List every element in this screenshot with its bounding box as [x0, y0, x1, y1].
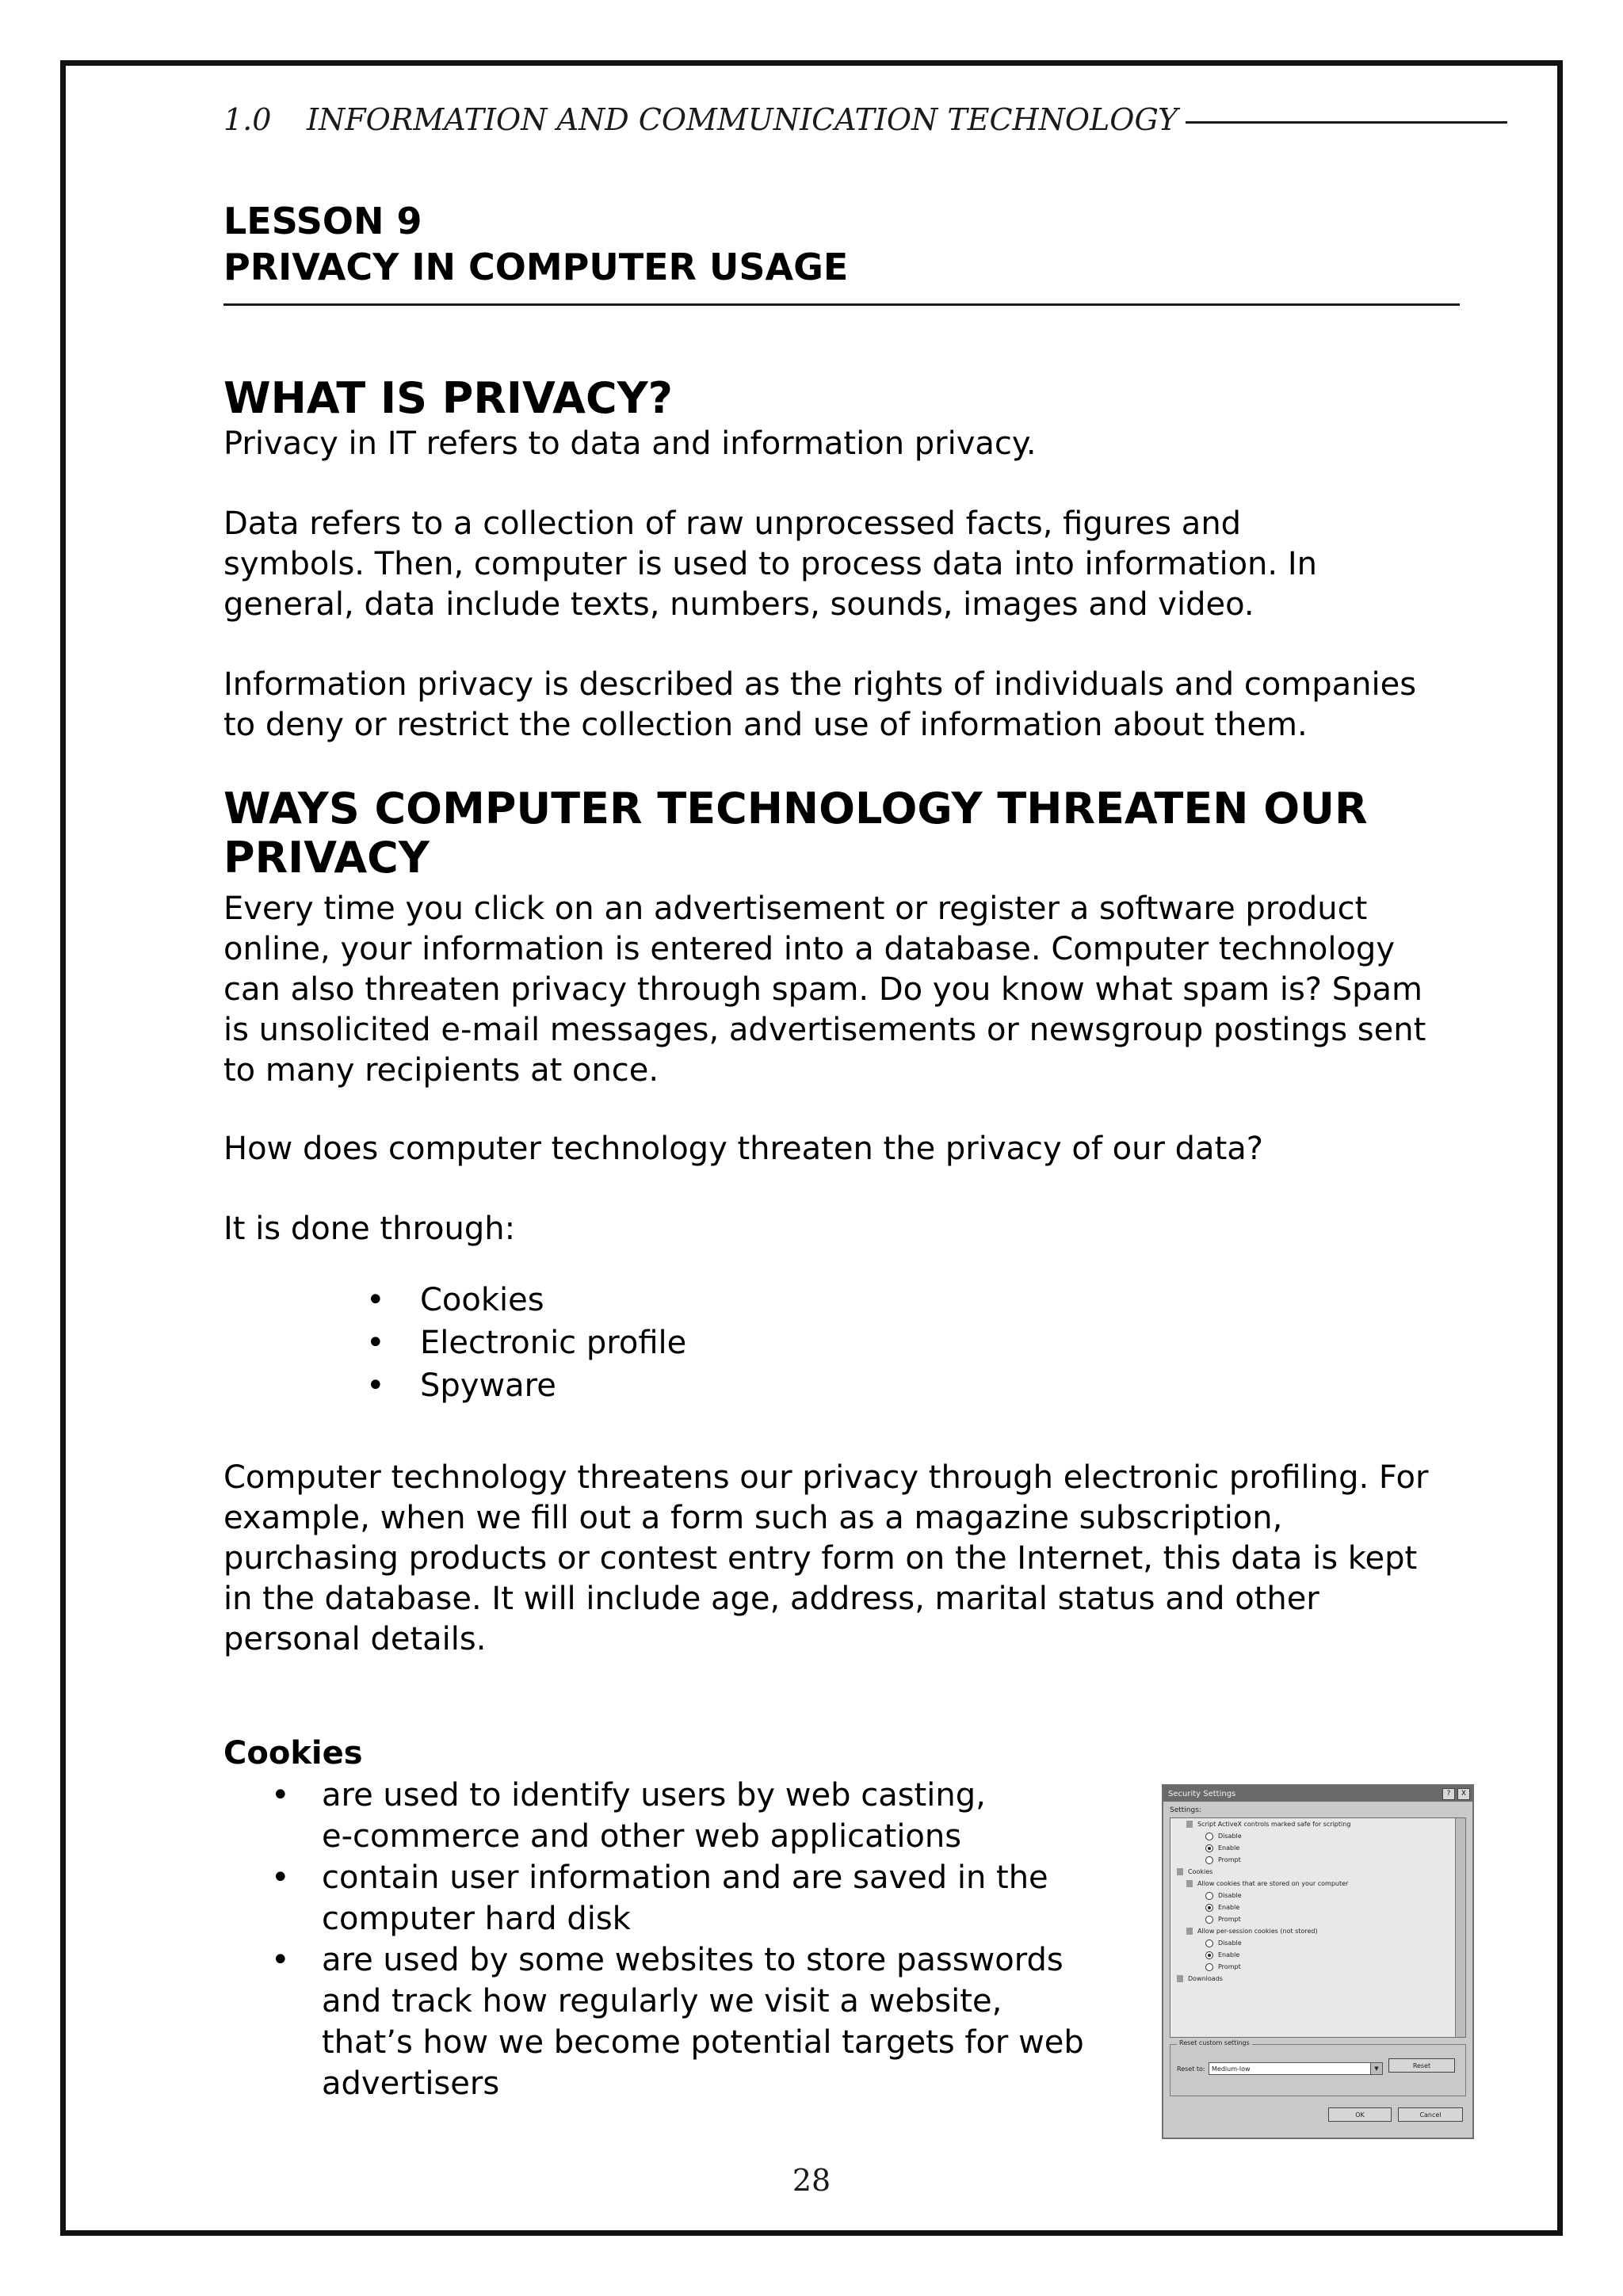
- header-rule: [1186, 121, 1507, 124]
- close-icon: X: [1457, 1788, 1470, 1800]
- list-item: Prompt: [1170, 1961, 1465, 1973]
- radio-selected-icon: [1205, 1844, 1213, 1852]
- section-heading-what-is-privacy: WHAT IS PRIVACY?: [223, 373, 673, 423]
- list-item: Enable: [1170, 1949, 1465, 1961]
- settings-label: Settings:: [1170, 1806, 1201, 1814]
- setting-icon: [1186, 1928, 1193, 1935]
- radio-icon: [1205, 1939, 1213, 1947]
- settings-list: [1170, 1817, 1466, 2038]
- reset-to-select: Medium-low ▼: [1209, 2062, 1383, 2075]
- list-item: Cookies: [1170, 1866, 1465, 1878]
- lesson-heading: [223, 198, 1460, 290]
- list-item: Disable: [1170, 1937, 1465, 1949]
- list-item: Disable: [1170, 1890, 1465, 1901]
- security-settings-screenshot: [1162, 1784, 1474, 2139]
- cookies-heading: Cookies: [223, 1735, 363, 1772]
- list-item: Enable: [1170, 1842, 1465, 1854]
- list-item: Allow cookies that are stored on your computer: [1170, 1878, 1465, 1890]
- scrollbar: [1455, 1818, 1465, 2037]
- setting-icon: [1186, 1821, 1193, 1828]
- chapter-title: INFORMATION AND COMMUNICATION TECHNOLOGY: [307, 102, 1178, 137]
- paragraph: Computer technology threatens our privacy through electronic profiling. For example, when we fill out a form such as a magazine subscription, purchasing products or contest entry form on the Internet, this data is kept in the database. It will include age, address, marital status and other personal details.: [223, 1459, 1429, 1657]
- page-number: 28: [792, 2163, 831, 2198]
- list-item: • contain user information and are saved in the computer hard disk: [269, 1857, 1125, 1939]
- running-header: [223, 100, 1507, 139]
- paragraph: Every time you click on an advertisement or register a software product online, your information is entered into a database. Computer technology can also threaten privacy through spam. Do you know what spam is? Spam is unsolicited e-mail messages, advertisements or newsgroup postings sent to many recipients at once.: [223, 891, 1426, 1089]
- lesson-title: PRIVACY IN COMPUTER USAGE: [223, 246, 849, 288]
- dialog-title: Security Settings: [1168, 1789, 1236, 1798]
- radio-icon: [1205, 1833, 1213, 1840]
- list-item: Allow per-session cookies (not stored): [1170, 1925, 1465, 1937]
- paragraph: It is done through:: [223, 1211, 516, 1247]
- list-item: • are used by some websites to store passwords and track how regularly we visit a website, that’s how we become potential targets for web advertisers: [269, 1939, 1125, 2104]
- chevron-down-icon: ▼: [1370, 2063, 1382, 2074]
- folder-icon: [1177, 1975, 1183, 1982]
- radio-icon: [1205, 1856, 1213, 1864]
- list-item: • Spyware: [365, 1364, 686, 1407]
- ok-button: OK: [1328, 2107, 1392, 2122]
- reset-to-label: Reset to:: [1177, 2065, 1205, 2073]
- list-item: • are used to identify users by web casting, e-commerce and other web applications: [269, 1775, 1125, 1857]
- list-item: Downloads: [1170, 1973, 1465, 1985]
- cookies-list: [269, 1775, 1125, 2104]
- radio-icon: [1205, 1963, 1213, 1971]
- paragraph: How does computer technology threaten the privacy of our data?: [223, 1131, 1263, 1167]
- paragraph: Data refers to a collection of raw unprocessed facts, figures and symbols. Then, computer is used to process data into information. In general, data include texts, numbers, sounds, images and video.: [223, 505, 1317, 623]
- paragraph: Privacy in IT refers to data and information privacy.: [223, 425, 1037, 462]
- list-item: Prompt: [1170, 1913, 1465, 1925]
- radio-icon: [1205, 1892, 1213, 1900]
- folder-icon: [1177, 1868, 1183, 1875]
- paragraph: Information privacy is described as the rights of individuals and companies to deny or restrict the collection and use of information about them.: [223, 666, 1417, 743]
- heading-line: PRIVACY: [223, 833, 430, 883]
- lesson-rule: [223, 303, 1460, 306]
- group-label: Reset custom settings: [1177, 2039, 1252, 2046]
- cancel-button: Cancel: [1398, 2107, 1463, 2122]
- lesson-number: LESSON 9: [223, 200, 422, 242]
- threats-list: [365, 1279, 686, 1407]
- setting-icon: [1186, 1880, 1193, 1887]
- list-item: Disable: [1170, 1830, 1465, 1842]
- reset-button: Reset: [1388, 2058, 1455, 2073]
- list-item: • Cookies: [365, 1279, 686, 1322]
- radio-selected-icon: [1205, 1951, 1213, 1959]
- section-heading-threats: [223, 784, 1507, 883]
- dialog-titlebar: [1163, 1786, 1472, 1802]
- chapter-number: 1.0: [223, 102, 272, 137]
- list-item: Prompt: [1170, 1854, 1465, 1866]
- heading-line: WAYS COMPUTER TECHNOLOGY THREATEN OUR: [223, 784, 1368, 833]
- list-item: Enable: [1170, 1901, 1465, 1913]
- help-icon: ?: [1442, 1788, 1455, 1800]
- radio-selected-icon: [1205, 1904, 1213, 1912]
- list-item: Script ActiveX controls marked safe for scripting: [1170, 1818, 1465, 1830]
- radio-icon: [1205, 1916, 1213, 1924]
- list-item: • Electronic profile: [365, 1322, 686, 1364]
